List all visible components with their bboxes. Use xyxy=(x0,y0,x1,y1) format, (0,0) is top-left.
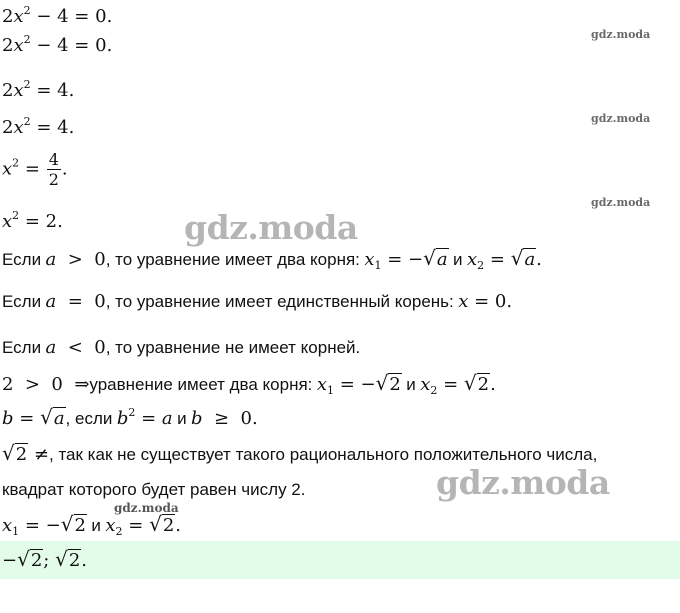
answer-highlight xyxy=(0,541,680,579)
watermark-small-2: gdz.moda xyxy=(591,112,651,125)
sqrt-definition: b = √a, если $b^2 = a$ и b ≥ 0. xyxy=(2,405,258,429)
conclusion-line: 2 > 0 ⇒уравнение имеет два корня: $x_1 = -√2$ и $x_2 = √2$. xyxy=(2,371,496,397)
rule-positive-text: , то уравнение имеет два корня: xyxy=(105,250,360,269)
rule-negative: Если a < 0, то уравнение не имеет корней. xyxy=(2,337,361,358)
irrational-line-2 xyxy=(2,480,305,500)
equation-line-2: $2x^2 - 4 = 0$. xyxy=(2,33,113,56)
irrational-text-1: , так как не существует такого рационального положительного числа, xyxy=(49,445,598,464)
and-word: и xyxy=(91,516,101,535)
equation-line-5: $x^2$ = $\frac{4}{2}$ . xyxy=(2,150,68,189)
equation-line-3: $2x^2 = 4$. xyxy=(2,78,75,101)
rule-zero-prefix: Если xyxy=(2,292,42,311)
watermark-small-1: gdz.moda xyxy=(591,28,651,41)
watermark-small-4: gdz.moda xyxy=(114,501,179,515)
rule-zero-text: , то уравнение имеет единственный корень: xyxy=(105,292,454,311)
watermark-big-1: gdz.moda xyxy=(184,208,358,247)
rule-zero: Если a = 0, то уравнение имеет единственный корень: x = 0. xyxy=(2,291,513,312)
definition-text: , если xyxy=(65,409,113,428)
irrational-line-1: √2 ≠, так как не существует такого рационального положительного числа, xyxy=(2,441,598,465)
equation-line-4: $2x^2 = 4$. xyxy=(2,115,75,138)
equation-line-1: $2x^2 - 4 = 0$. xyxy=(2,4,113,27)
watermark-big-2: gdz.moda xyxy=(436,463,610,502)
answer-line: −√2; √2. xyxy=(2,547,88,571)
and-word: и xyxy=(453,250,463,269)
roots-line: $x_1 = -√2$ и $x_2 = √2$. xyxy=(2,512,181,538)
rule-negative-prefix: Если xyxy=(2,338,42,357)
watermark-small-3: gdz.moda xyxy=(591,196,651,209)
equation-line-6: $x^2 = 2$. xyxy=(2,209,63,232)
conclusion-text: уравнение имеет два корня: xyxy=(89,375,313,394)
rule-positive: Если a > 0, то уравнение имеет два корня: $x_1 = -√a$ и $x_2 = √a$. xyxy=(2,246,542,272)
and-word: и xyxy=(177,409,187,428)
irrational-text-2: квадрат которого будет равен числу 2. xyxy=(2,480,306,499)
rule-positive-prefix: Если xyxy=(2,250,42,269)
and-word: и xyxy=(406,375,416,394)
rule-negative-text: , то уравнение не имеет корней. xyxy=(105,338,361,357)
